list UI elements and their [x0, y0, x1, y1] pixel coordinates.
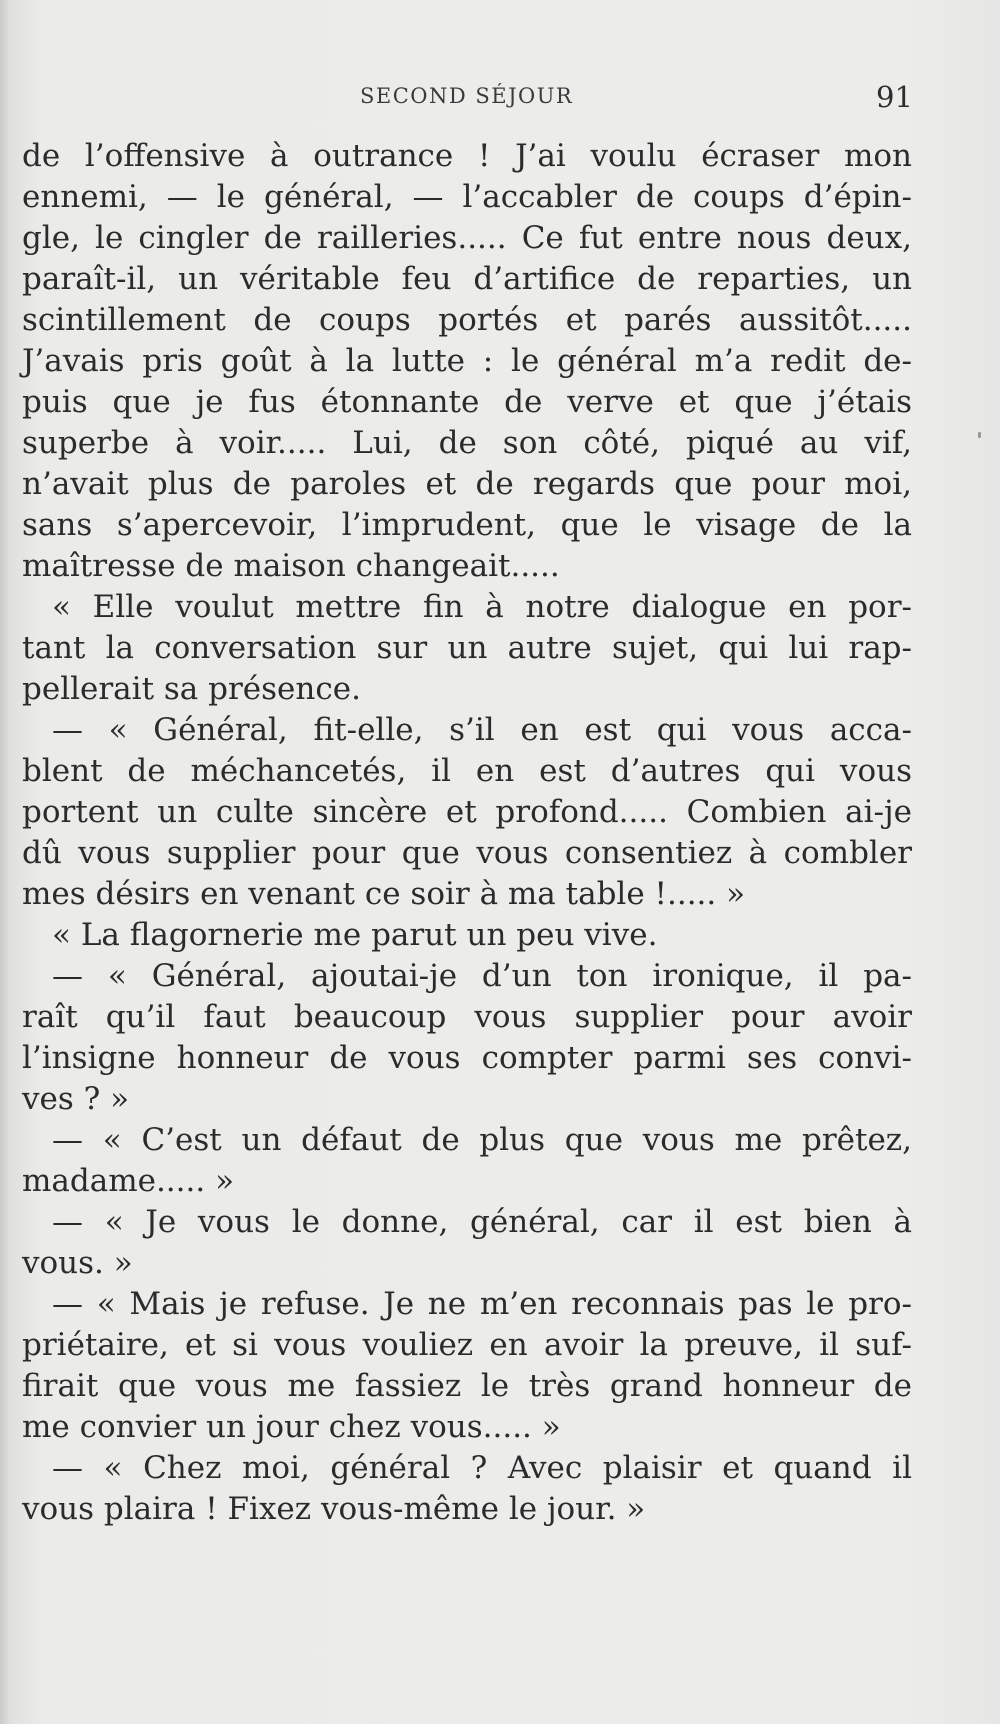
text-line: tant la conversation sur un autre sujet, qui lui rap-: [22, 630, 912, 666]
text-line: « Elle voulut mettre fin à notre dialogue en por-: [52, 589, 912, 625]
text-line: pellerait sa présence.: [22, 671, 361, 707]
text-line: — « Je vous le donne, général, car il est bien à: [52, 1204, 912, 1240]
text-line: blent de méchancetés, il en est d’autres qui vous: [22, 753, 912, 789]
text-line: vous plaira ! Fixez vous-même le jour. »: [22, 1491, 646, 1527]
text-line: « La flagornerie me parut un peu vive.: [52, 917, 658, 953]
body-text: [22, 136, 912, 1530]
text-line: madame..... »: [22, 1163, 235, 1199]
text-line: — « Mais je refuse. Je ne m’en reconnais pas le pro-: [52, 1286, 912, 1322]
text-line: vous. »: [22, 1245, 133, 1281]
text-line: — « Général, fit-elle, s’il en est qui vous acca-: [52, 712, 912, 748]
running-title: SECOND SÉJOUR: [360, 84, 574, 108]
text-line: puis que je fus étonnante de verve et que j’étais: [22, 384, 912, 420]
text-line: mes désirs en venant ce soir à ma table !..... »: [22, 876, 746, 912]
text-line: ennemi, — le général, — l’accabler de coups d’épin-: [22, 179, 912, 215]
text-line: de l’offensive à outrance ! J’ai voulu écraser mon: [22, 138, 912, 174]
text-line: me convier un jour chez vous..... »: [22, 1409, 561, 1445]
text-line: raît qu’il faut beaucoup vous supplier pour avoir: [22, 999, 912, 1035]
text-line: superbe à voir..... Lui, de son côté, piqué au vif,: [22, 425, 912, 461]
text-line: — « C’est un défaut de plus que vous me prêtez,: [52, 1122, 912, 1158]
ink-speck: [978, 432, 981, 438]
text-line: scintillement de coups portés et parés aussitôt.....: [22, 302, 912, 338]
text-line: portent un culte sincère et profond..... Combien ai-je: [22, 794, 912, 830]
text-line: l’insigne honneur de vous compter parmi ses convi-: [22, 1040, 912, 1076]
page-gutter-shadow: [0, 0, 10, 1724]
text-line: maîtresse de maison changeait.....: [22, 548, 560, 584]
text-line: ves ? »: [22, 1081, 130, 1117]
text-line: sans s’apercevoir, l’imprudent, que le visage de la: [22, 507, 912, 543]
text-line: — « Général, ajoutai-je d’un ton ironique, il pa-: [52, 958, 912, 994]
text-line: firait que vous me fassiez le très grand honneur de: [22, 1368, 912, 1404]
text-line: priétaire, et si vous vouliez en avoir la preuve, il suf-: [22, 1327, 912, 1363]
text-line: paraît-il, un véritable feu d’artifice de reparties, un: [22, 261, 912, 297]
text-line: dû vous supplier pour que vous consentiez à combler: [22, 835, 912, 871]
running-head: [0, 80, 1000, 120]
text-line: gle, le cingler de railleries..... Ce fut entre nous deux,: [22, 220, 912, 256]
text-line: — « Chez moi, général ? Avec plaisir et quand il: [52, 1450, 912, 1486]
text-line: J’avais pris goût à la lutte : le général m’a redit de-: [22, 343, 912, 379]
page-number: 91: [876, 80, 913, 114]
text-line: n’avait plus de paroles et de regards que pour moi,: [22, 466, 912, 502]
